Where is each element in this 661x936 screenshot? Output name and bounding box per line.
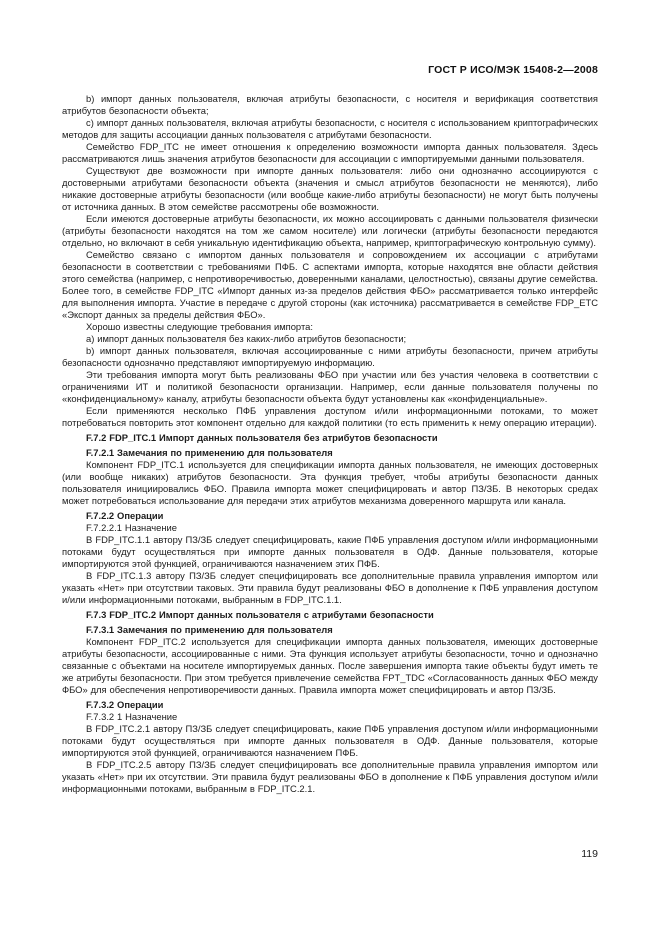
standard-designation: ГОСТ Р ИСО/МЭК 15408-2—2008 [428,64,598,76]
paragraph: В FDP_ITC.2.5 автору ПЗ/ЗБ следует специфицировать все дополнительные правила управления импортом или указать «Нет» при их отсутствии. Эти правила будут реализованы ФБО в дополнение к ПФБ управления доступом и/или информационными потоками, выбранным в FDP_ITC.2.1. [62,759,598,794]
paragraph: b) импорт данных пользователя, включая атрибуты безопасности, с носителя и верификация соответствия атрибутов безопасности объекта; [62,93,598,116]
paragraph: В FDP_ITC.1.3 автору ПЗ/ЗБ следует специфицировать все дополнительные правила управления импортом или указать «Нет» при отсутствии таковых. Эти правила будут реализованы ФБО в дополнение к ПФБ управления доступом и/или информационными потоками, выбранным в FDP_ITC.1.1. [62,570,598,605]
paragraph: Компонент FDP_ITC.2 используется для спецификации импорта данных пользователя, имеющих достоверные атрибуты безопасности, ассоциированные с ними. Эта функция использует атрибуты безопасности, точно и однозначно связанные с объектами на носителе импортируемых данных. После завершения импорта такие объекты будут иметь те же атрибуты безопасности. При этом требуется привлечение семейства FPT_TDC «Согласованность данных ФБО между ФБО» для обеспечения непротиворечивости данных. Правила импорта может специфицировать и автор ПЗ/ЗБ. [62,636,598,695]
paragraph: Хорошо известны следующие требования импорта: [86,321,313,332]
paragraph: Компонент FDP_ITC.1 используется для спецификации импорта данных пользователя, не имеющих достоверных (или вообще никаких) атрибутов безопасности. Эта функция требует, чтобы атрибуты безопасности данных пользователя инициировались ФБО. Правила импорта может специфицировать и автор ПЗ/ЗБ. В некоторых средах может потребоваться использование для передачи этих атрибутов механизма доверенного маршрута или канала. [62,459,598,506]
section-heading: F.7.2.2 Операции [86,510,164,521]
document-header [62,64,598,76]
paragraph: В FDP_ITC.2.1 автору ПЗ/ЗБ следует специфицировать, какие ПФБ управления доступом и/или информационными потоками будут осуществляться при импорте данных пользователя в ОДФ. Данные пользователя, которые импортируются этой функцией, ограничиваются назначением ПФБ. [62,723,598,758]
section-heading: F.7.2.1 Замечания по применению для пользователя [86,447,333,458]
section-heading: F.7.3.2 Операции [86,699,164,710]
paragraph: Существуют две возможности при импорте данных пользователя: либо они однозначно ассоциируются с достоверными атрибутами безопасности объекта (значения и смысл атрибутов безопасности не меняются), либо никакие достоверные атрибуты безопасности (или вообще какие-либо атрибуты безопасности) не могут быть получены от источника данных. В этом семействе рассмотрены обе возможности. [62,165,598,212]
paragraph: Если применяются несколько ПФБ управления доступом и/или информационными потоками, то может потребоваться повторить этот компонент отдельно для каждой политики (то есть применить к нему операцию итерации). [62,405,598,428]
paragraph: F.7.2.2.1 Назначение [86,522,177,533]
paragraph: a) импорт данных пользователя без каких-либо атрибутов безопасности; [86,333,407,344]
paragraph: F.7.3.2 1 Назначение [86,711,178,722]
paragraph: Семейство FDP_ITC не имеет отношения к определению возможности импорта данных пользователя. Здесь рассматриваются лишь значения атрибутов безопасности для ассоциации с импортируемыми данными пользователя. [62,141,598,164]
section-heading: F.7.2 FDP_ITC.1 Импорт данных пользователя без атрибутов безопасности [86,432,438,443]
paragraph: В FDP_ITC.1.1 автору ПЗ/ЗБ следует специфицировать, какие ПФБ управления доступом и/или информационными потоками будут осуществляться при импорте данных пользователя в ОДФ. Данные пользователя, которые импортируются этой функцией, ограничиваются назначением этих ПФБ. [62,534,598,569]
section-heading: F.7.3.1 Замечания по применению для пользователя [86,624,333,635]
document-body [62,93,598,795]
paragraph: Если имеются достоверные атрибуты безопасности, их можно ассоциировать с данными пользователя физически (атрибуты безопасности находятся на том же самом носителе) или логически (атрибуты безопасности передаются отдельно, но включают в себя уникальную идентификацию объекта, например, криптографическую контрольную сумму). [62,213,598,248]
paragraph: Эти требования импорта могут быть реализованы ФБО при участии или без участия человека в соответствии с ограничениями ИТ и политикой безопасности организации. Например, если данные пользователя получены по «конфиденциальному» каналу, атрибуты безопасности объекта будут установлены как «конфиденциальные». [62,369,598,404]
paragraph: c) импорт данных пользователя, включая атрибуты безопасности, с носителя с использованием криптографических методов для защиты ассоциации данных пользователя с атрибутами безопасности. [62,117,598,140]
section-heading: F.7.3 FDP_ITC.2 Импорт данных пользователя с атрибутами безопасности [86,609,434,620]
paragraph: b) импорт данных пользователя, включая ассоциированные с ними атрибуты безопасности, причем атрибуты безопасности однозначно представляют импортируемую информацию. [62,345,598,368]
page-number: 119 [581,848,598,860]
paragraph: Семейство связано с импортом данных пользователя и сопровождением их ассоциации с атрибутами безопасности в соответствии с требованиями ПФБ. С аспектами импорта, которые находятся вне области действия этого семейства (например, с непротиворечивостью, доверенными каналами, целостностью), связаны другие семейства. Более того, в семействе FDP_ITC «Импорт данных из-за пределов действия ФБО» рассматривается только интерфейс для выполнения импорта. Участие в передаче с другой стороны (как источника) рассматривается в семействе FDP_ETC «Экспорт данных за пределы действия ФБО». [62,249,598,320]
